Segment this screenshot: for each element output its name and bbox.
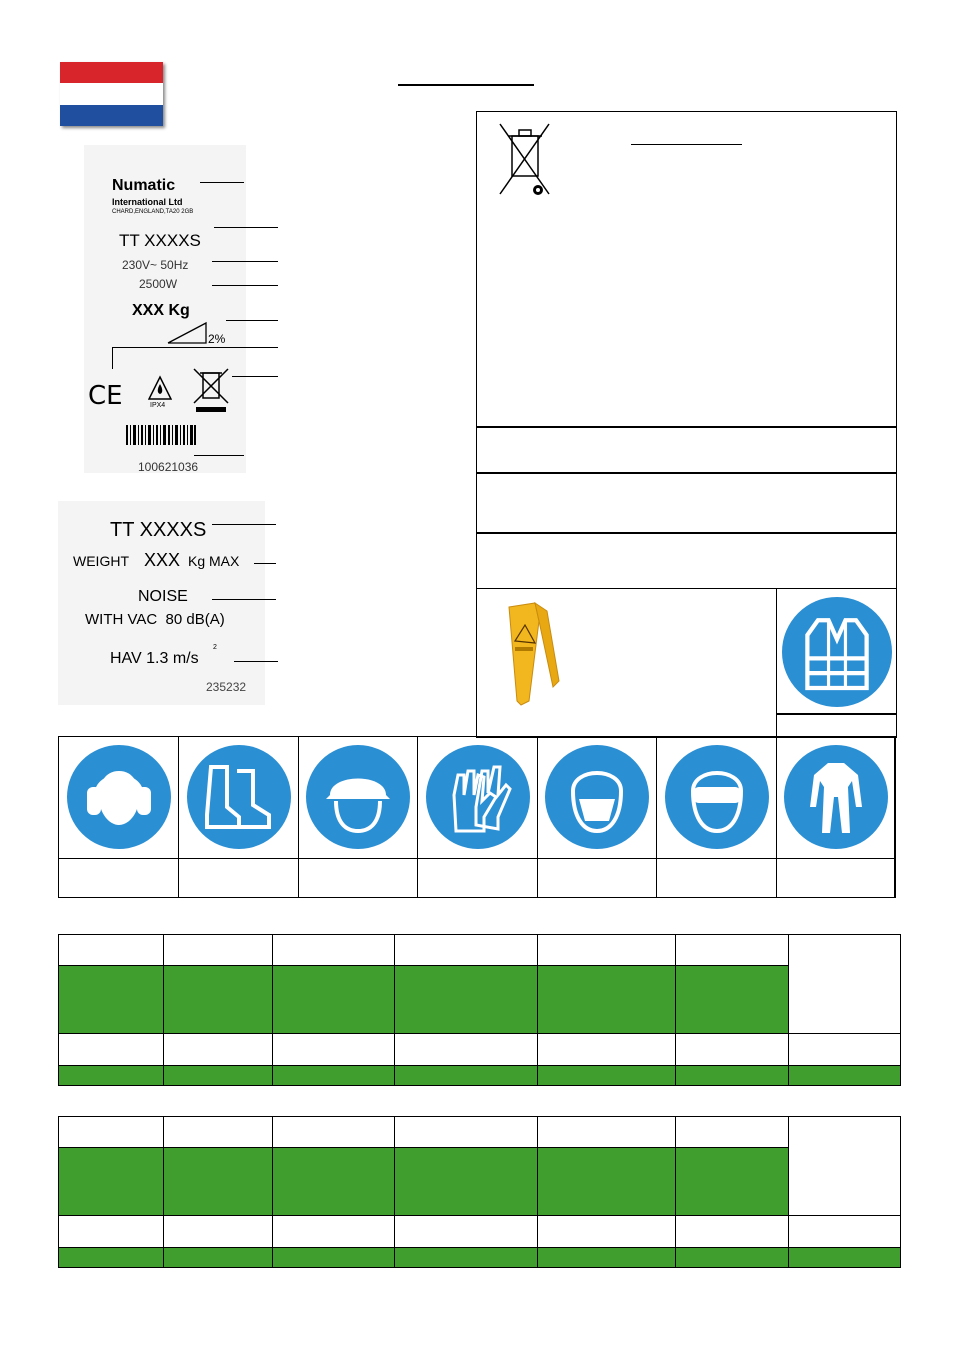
leader-line <box>194 455 244 456</box>
table-cell <box>395 1248 538 1268</box>
hav-label: HAV 1.3 m/s <box>110 650 199 667</box>
spec-model-number: TT XXXXS <box>110 519 207 541</box>
safety-goggles-icon <box>665 745 769 849</box>
table-cell <box>164 935 273 966</box>
table-cell <box>395 966 538 1034</box>
table-cell <box>676 1148 789 1216</box>
table-cell <box>538 1148 676 1216</box>
table-cell <box>789 935 901 1034</box>
table-cell <box>789 1034 901 1066</box>
table-cell <box>273 935 395 966</box>
water-drop-triangle-icon <box>148 375 172 401</box>
table-cell <box>59 966 164 1034</box>
hi-vis-vest-icon <box>782 597 892 707</box>
barcode <box>126 425 196 445</box>
weight-unit: Kg MAX <box>188 553 240 569</box>
head-protection-icon <box>306 745 410 849</box>
weight-rating: XXX Kg <box>132 302 190 319</box>
leader-line <box>212 599 276 600</box>
noise-label: NOISE <box>138 588 188 605</box>
leader-line <box>214 227 278 228</box>
table-cell <box>395 1148 538 1216</box>
face-mask-icon <box>545 745 649 849</box>
leader-line <box>212 285 278 286</box>
ppe-cell <box>179 737 299 897</box>
table-cell <box>273 1066 395 1086</box>
leader-line <box>232 376 278 377</box>
table-cell <box>789 1117 901 1216</box>
title-underline <box>398 84 534 86</box>
company-address: CHARD,ENGLAND,TA20 2GB <box>112 209 194 215</box>
slope-icon <box>166 321 208 345</box>
weight-value: XXX <box>144 550 181 570</box>
table-cell <box>59 1066 164 1086</box>
spec-code: 235232 <box>206 680 247 694</box>
table-cell <box>164 1066 273 1086</box>
table-cell <box>395 1066 538 1086</box>
table-cell <box>538 935 676 966</box>
ppe-cell <box>418 737 538 897</box>
table-cell <box>676 1034 789 1066</box>
wet-floor-sign-icon <box>495 601 565 713</box>
spec-plate <box>58 501 265 705</box>
hav-exponent: 2 <box>213 644 217 651</box>
leader-line <box>234 661 278 662</box>
spec-table-1 <box>58 934 901 1086</box>
table-cell <box>538 1216 676 1248</box>
ce-mark: CE <box>88 381 123 411</box>
table-cell <box>273 966 395 1034</box>
table-cell <box>59 1216 164 1248</box>
table-cell <box>676 1066 789 1086</box>
table-cell <box>395 1034 538 1066</box>
table-cell <box>676 966 789 1034</box>
table-cell <box>59 1117 164 1148</box>
model-number: TT XXXXS <box>119 231 201 250</box>
weight-label: WEIGHT <box>73 553 129 569</box>
ppe-cell <box>777 737 895 897</box>
table-cell <box>538 1066 676 1086</box>
leader-line <box>200 182 244 183</box>
table-cell <box>164 966 273 1034</box>
netherlands-flag-icon <box>60 62 163 126</box>
table-cell <box>676 1117 789 1148</box>
ppe-grid <box>58 736 896 898</box>
ppe-cell <box>657 737 777 897</box>
safety-boots-icon <box>187 745 291 849</box>
crossed-bin-icon <box>497 122 557 202</box>
table-cell <box>164 1216 273 1248</box>
leader-line <box>212 524 276 525</box>
table-cell <box>273 1248 395 1268</box>
table-cell <box>59 1148 164 1216</box>
overalls-icon <box>784 745 888 849</box>
leader-line <box>112 347 278 348</box>
spec-table-2 <box>58 1116 901 1268</box>
info-box-2 <box>476 472 897 534</box>
leader-line <box>112 347 113 369</box>
table-cell <box>164 1248 273 1268</box>
table-cell <box>676 1216 789 1248</box>
weee-plate-icon <box>192 367 230 413</box>
ip-rating: IPX4 <box>150 402 166 409</box>
table-cell <box>789 1248 901 1268</box>
power-rating: 2500W <box>139 277 178 291</box>
brand-name: Numatic <box>112 177 176 194</box>
info-box-3 <box>476 532 897 589</box>
table-cell <box>676 1248 789 1268</box>
table-cell <box>789 1216 901 1248</box>
table-cell <box>273 1148 395 1216</box>
ear-protection-icon <box>67 745 171 849</box>
company-name: International Ltd <box>112 197 183 207</box>
slope-value: 2% <box>208 332 226 346</box>
table-cell <box>59 1034 164 1066</box>
table-cell <box>273 1216 395 1248</box>
table-cell <box>59 935 164 966</box>
ppe-cell <box>299 737 418 897</box>
table-cell <box>395 935 538 966</box>
hi-vis-label-box <box>776 713 897 738</box>
table-cell <box>164 1117 273 1148</box>
info-box-1 <box>476 426 897 474</box>
noise-value: WITH VAC 80 dB(A) <box>85 611 225 628</box>
hi-vis-box <box>776 588 897 715</box>
table-cell <box>538 966 676 1034</box>
leader-line <box>226 320 278 321</box>
ppe-cell <box>59 737 179 897</box>
table-cell <box>538 1034 676 1066</box>
weee-heading-underline <box>631 144 742 145</box>
leader-line <box>254 563 276 564</box>
serial-number: 100621036 <box>138 460 199 474</box>
table-cell <box>789 1066 901 1086</box>
table-cell <box>164 1034 273 1066</box>
table-cell <box>273 1034 395 1066</box>
voltage-rating: 230V~ 50Hz <box>122 258 189 272</box>
ppe-cell <box>538 737 657 897</box>
table-cell <box>676 935 789 966</box>
table-cell <box>538 1248 676 1268</box>
table-cell <box>395 1216 538 1248</box>
table-cell <box>59 1248 164 1268</box>
table-cell <box>395 1117 538 1148</box>
leader-line <box>212 261 278 262</box>
table-cell <box>273 1117 395 1148</box>
table-cell <box>164 1148 273 1216</box>
weee-box <box>476 111 897 428</box>
rating-plate <box>84 145 246 473</box>
ppe-divider <box>59 858 895 859</box>
gloves-icon <box>426 745 530 849</box>
table-cell <box>538 1117 676 1148</box>
